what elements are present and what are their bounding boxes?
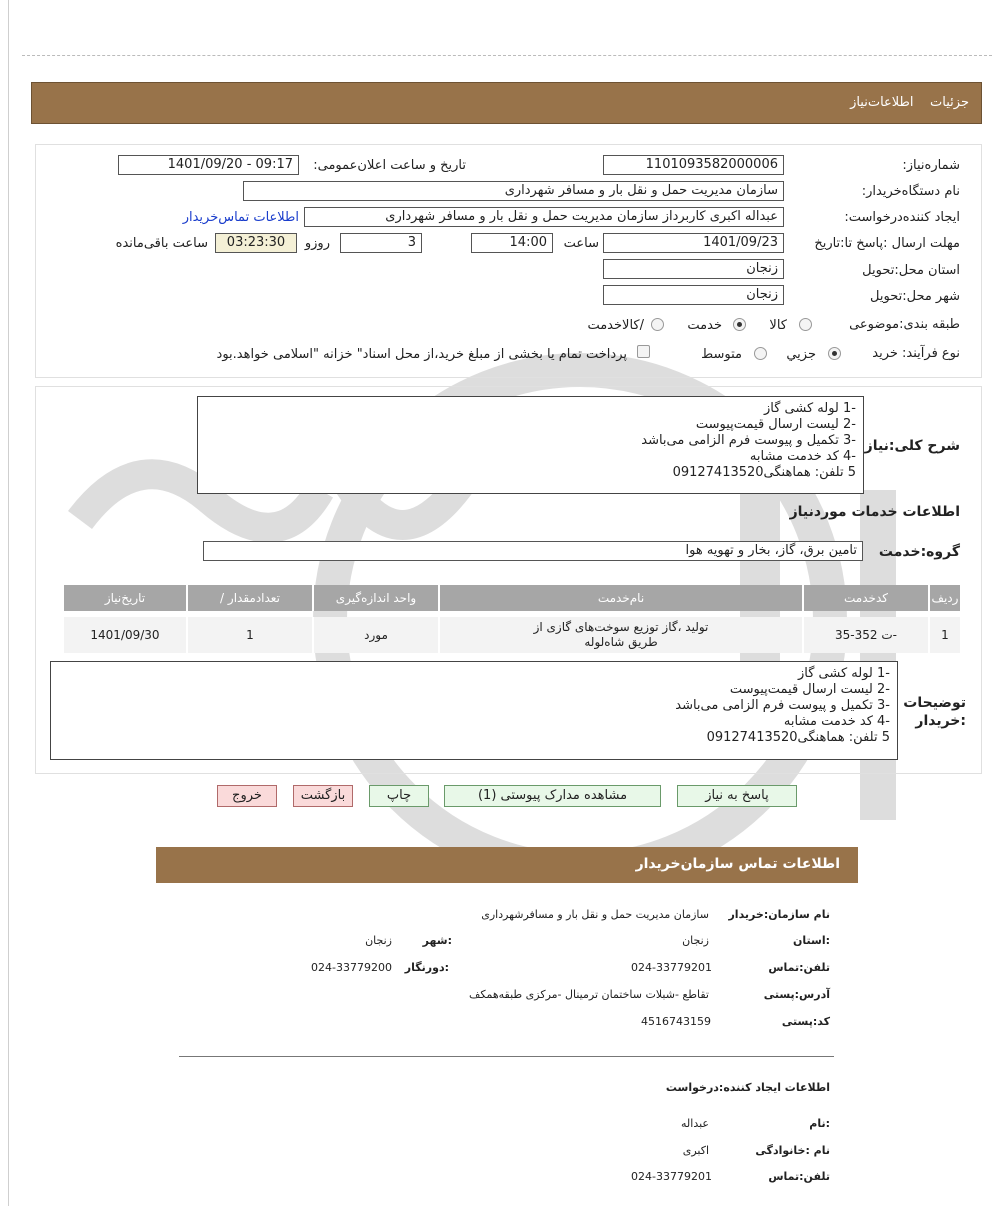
- contact-address-value: تقاطع -شبلات ساختمان ترمینال -مرکزی طبقه‌همکف: [469, 988, 709, 1001]
- buyer-contact-link[interactable]: اطلاعات تماس‌خریدار: [182, 210, 299, 225]
- print-button[interactable]: چاپ: [369, 785, 429, 807]
- header-title: جزئیات اطلاعات‌نیاز: [850, 95, 969, 110]
- contact-city-value: زنجان: [365, 934, 392, 947]
- td-unit: مورد: [312, 617, 438, 653]
- process-medium-label: متوسط: [701, 347, 742, 362]
- th-quantity: / تعدادمقدار: [186, 585, 312, 611]
- category-service-label: خدمت: [687, 318, 722, 333]
- exit-button[interactable]: خروج: [217, 785, 277, 807]
- process-minor-radio[interactable]: [828, 347, 841, 360]
- remaining-time-field: 03:23:30: [215, 233, 297, 253]
- description-line: 5 تلفن: هماهنگی09127413520: [672, 465, 856, 480]
- deadline-time-label: ساعت: [563, 236, 599, 251]
- deadline-time-field: 14:00: [471, 233, 553, 253]
- treasury-payment-label: پرداخت تمام یا بخشی از مبلغ خرید،از محل اسناد" خزانه "اسلامی خواهد.بود: [216, 347, 627, 362]
- buyer-org-field: سازمان مدیریت حمل و نقل بار و مسافر شهرداری: [243, 181, 784, 201]
- category-service-radio[interactable]: [733, 318, 746, 331]
- creator-name-label: :نام: [809, 1117, 830, 1130]
- buyer-notes-line: -2 لیست ارسال قیمت‌پیوست: [729, 682, 890, 697]
- category-goods-radio[interactable]: [799, 318, 812, 331]
- th-unit: واحد اندازه‌گیری: [312, 585, 438, 611]
- contact-province-value: زنجان: [682, 934, 709, 947]
- category-goods-label: کالا: [769, 318, 787, 333]
- buyer-notes-line: 5 تلفن: هماهنگی09127413520: [706, 730, 890, 745]
- process-type-label: نوع فرآیند: خرید: [872, 346, 960, 361]
- creator-family-value: اکبری: [682, 1144, 709, 1157]
- days-field: 3: [340, 233, 422, 253]
- announce-datetime-label: تاریخ و ساعت اعلان‌عمومی:: [313, 158, 466, 173]
- creator-phone-label: تلفن:تماس: [768, 1170, 830, 1183]
- process-minor-label: جزیي: [786, 347, 816, 362]
- description-line: -3 تکمیل و پیوست فرم الزامی می‌باشد: [641, 433, 856, 448]
- description-line: -2 لیست ارسال قیمت‌پیوست: [695, 417, 856, 432]
- buyer-org-label: نام دستگاه‌خریدار:: [861, 184, 960, 199]
- creator-field: عبداله اکبری کاربرداز سازمان مدیریت حمل و نقل بار و مسافر شهرداری: [304, 207, 784, 227]
- buyer-notes-line: -1 لوله کشی گاز: [797, 666, 890, 681]
- creator-info-title: اطلاعات ایجاد کننده:درخواست: [665, 1081, 830, 1094]
- city-label: شهر محل:تحویل: [870, 289, 960, 304]
- services-section-title: اطلاعات خدمات موردنیاز: [789, 504, 960, 520]
- description-line: -1 لوله کشی گاز: [763, 401, 856, 416]
- city-field: زنجان: [603, 285, 784, 305]
- details-header-bar: [31, 82, 982, 124]
- remaining-time-label: ساعت باقی‌مانده: [115, 236, 208, 251]
- contact-fax-value: 024-33779200: [311, 961, 392, 974]
- deadline-label: مهلت ارسال :پاسخ تا:تاریخ: [814, 236, 960, 251]
- announce-datetime-field: 1401/09/20 - 09:17: [118, 155, 299, 175]
- service-name-line: تولید ،گاز توزیع سوخت‌های گازی از: [533, 620, 709, 634]
- td-service-code: ت 352-35-: [802, 617, 928, 653]
- need-info-panel: [35, 144, 982, 378]
- category-goods-service-radio[interactable]: [651, 318, 664, 331]
- left-border-line: [8, 0, 9, 1206]
- description-line: -4 کد خدمت مشابه: [749, 449, 856, 464]
- td-quantity: 1: [186, 617, 312, 653]
- province-label: استان محل:تحویل: [862, 263, 960, 278]
- buyer-contact-header: [156, 847, 858, 883]
- contact-org-label: نام سازمان:خریدار: [728, 908, 830, 921]
- buyer-notes-line: -4 کد خدمت مشابه: [783, 714, 890, 729]
- description-label: شرح کلی:نیاز: [864, 438, 960, 454]
- days-label: روزو: [304, 236, 330, 251]
- contact-address-label: آدرس:پستی: [763, 988, 830, 1001]
- category-goods-service-label: /کالاخدمت: [587, 318, 644, 333]
- need-number-label: شماره‌نیاز:: [902, 158, 960, 173]
- td-need-date: 1401/09/30: [62, 617, 186, 653]
- service-name-line: طریق شاه‌لوله: [584, 635, 658, 649]
- back-button[interactable]: بازگشت: [293, 785, 353, 807]
- creator-label: ایجاد کننده‌درخواست:: [844, 210, 960, 225]
- service-group-field: تامین برق، گاز، بخار و تهویه هوا: [203, 541, 863, 561]
- td-row-number: 1: [928, 617, 960, 653]
- view-attachments-button[interactable]: مشاهده مدارک پیوستی (1): [444, 785, 661, 807]
- creator-family-label: نام :خانوادگی: [755, 1144, 830, 1157]
- contact-divider: [179, 1056, 834, 1057]
- services-table: [62, 585, 960, 653]
- buyer-notes-label: توضیحات :خریدار: [903, 695, 966, 729]
- reply-button[interactable]: پاسخ به نیاز: [677, 785, 797, 807]
- th-service-name: نام‌خدمت: [438, 585, 802, 611]
- treasury-payment-checkbox[interactable]: [637, 345, 650, 358]
- contact-org-value: سازمان مدیریت حمل و نقل بار و مسافرشهرداری: [481, 908, 709, 921]
- th-row-number: ردیف: [928, 585, 960, 611]
- buyer-contact-title: اطلاعات تماس سازمان‌خریدار: [635, 856, 840, 872]
- th-need-date: تاریخ‌نیاز: [62, 585, 186, 611]
- contact-phone-value: 024-33779201: [631, 961, 712, 974]
- creator-phone-value: 024-33779201: [631, 1170, 712, 1183]
- contact-postal-label: کد:پستی: [781, 1015, 830, 1028]
- contact-city-label: :شهر: [422, 934, 452, 947]
- contact-fax-label: :دورنگار: [404, 961, 449, 974]
- creator-name-value: عبداله: [681, 1117, 709, 1130]
- service-group-label: گروه:خدمت: [878, 544, 960, 560]
- buyer-notes-box: [50, 661, 898, 760]
- deadline-date-field: 1401/09/23: [603, 233, 784, 253]
- need-number-field: 1101093582000006: [603, 155, 784, 175]
- contact-phone-label: تلفن:تماس: [768, 961, 830, 974]
- description-box: [197, 396, 864, 494]
- dotted-separator: [22, 55, 992, 56]
- process-medium-radio[interactable]: [754, 347, 767, 360]
- td-service-name: [438, 617, 802, 653]
- th-service-code: کدخدمت: [802, 585, 928, 611]
- province-field: زنجان: [603, 259, 784, 279]
- buyer-notes-line: -3 تکمیل و پیوست فرم الزامی می‌باشد: [675, 698, 890, 713]
- contact-postal-value: 4516743159: [641, 1015, 711, 1028]
- contact-province-label: :استان: [793, 934, 830, 947]
- category-label: طبقه بندی:موضوعی: [849, 317, 960, 332]
